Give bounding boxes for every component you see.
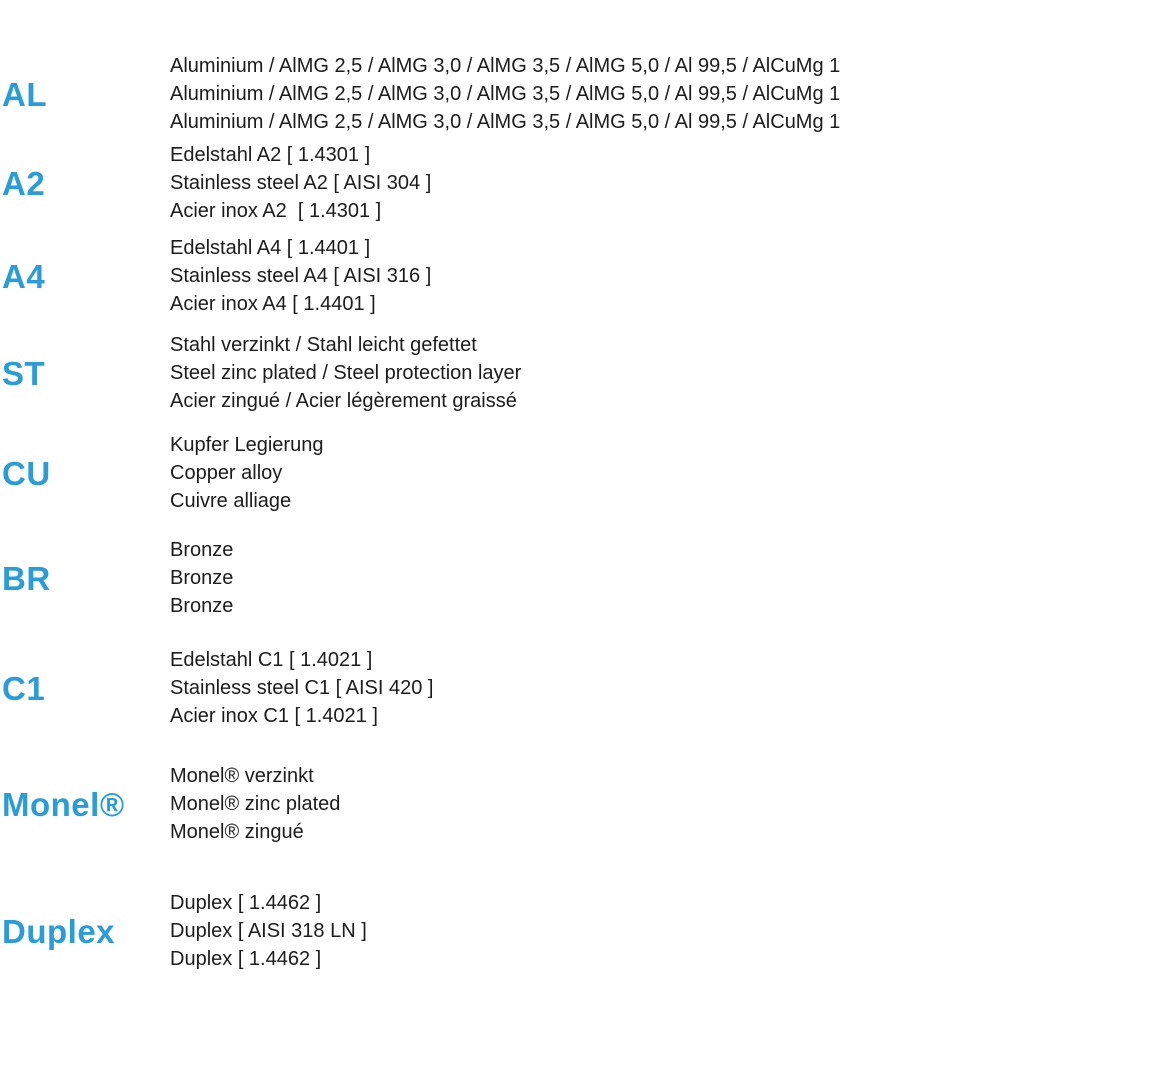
material-descriptions (170, 331, 521, 415)
material-code: ST (2, 354, 46, 392)
material-desc-de: Stahl verzinkt / Stahl leicht gefettet (170, 334, 477, 356)
material-desc-en: Stainless steel C1 [ AISI 420 ] (170, 677, 434, 699)
material-desc-fr: Monel® zingué (170, 821, 304, 843)
material-desc-fr: Acier inox C1 [ 1.4021 ] (170, 705, 378, 727)
material-desc-de: Edelstahl A4 [ 1.4401 ] (170, 237, 371, 259)
material-desc-en: Monel® zinc plated (170, 793, 341, 815)
material-row-a4 (0, 234, 1160, 318)
material-desc-de: Edelstahl C1 [ 1.4021 ] (170, 649, 373, 671)
material-code: CU (2, 454, 51, 492)
material-desc-en: Duplex [ AISI 318 LN ] (170, 920, 367, 942)
material-desc-en: Stainless steel A4 [ AISI 316 ] (170, 265, 432, 287)
material-desc-fr: Cuivre alliage (170, 490, 292, 512)
material-desc-en: Steel zinc plated / Steel protection layer (170, 362, 522, 384)
material-code: Duplex (2, 912, 116, 950)
material-descriptions (170, 431, 323, 515)
material-row-st (0, 331, 1160, 415)
material-row-duplex (0, 889, 1160, 973)
material-desc-de: Bronze (170, 539, 234, 561)
material-desc-fr: Acier zingué / Acier légèrement graissé (170, 390, 517, 412)
material-desc-de: Edelstahl A2 [ 1.4301 ] (170, 144, 371, 166)
material-descriptions (170, 234, 431, 318)
material-code: Monel® (2, 785, 125, 823)
material-descriptions (170, 141, 431, 225)
material-desc-de: Kupfer Legierung (170, 434, 324, 456)
material-row-c1 (0, 646, 1160, 730)
material-row-br (0, 536, 1160, 620)
material-descriptions (170, 889, 367, 973)
material-code: AL (2, 75, 47, 113)
material-desc-en: Copper alloy (170, 462, 283, 484)
material-row-al (0, 52, 1160, 136)
material-descriptions (170, 536, 233, 620)
material-desc-en: Stainless steel A2 [ AISI 304 ] (170, 172, 432, 194)
material-desc-fr: Duplex [ 1.4462 ] (170, 948, 322, 970)
material-row-a2 (0, 141, 1160, 225)
material-desc-en: Bronze (170, 567, 234, 589)
material-code: BR (2, 559, 51, 597)
material-row-monel (0, 762, 1160, 846)
material-code: A4 (2, 257, 46, 295)
material-code: A2 (2, 164, 46, 202)
material-desc-fr: Acier inox A4 [ 1.4401 ] (170, 293, 376, 315)
material-row-cu (0, 431, 1160, 515)
material-desc-fr: Bronze (170, 595, 234, 617)
material-code: C1 (2, 669, 46, 707)
material-descriptions (170, 646, 433, 730)
material-desc-en: Aluminium / AlMG 2,5 / AlMG 3,0 / AlMG 3,5 / AlMG 5,0 / Al 99,5 / AlCuMg 1 (170, 83, 841, 105)
material-desc-fr: Acier inox A2 [ 1.4301 ] (170, 200, 382, 222)
material-descriptions (170, 762, 340, 846)
material-desc-de: Duplex [ 1.4462 ] (170, 892, 322, 914)
material-desc-de: Aluminium / AlMG 2,5 / AlMG 3,0 / AlMG 3,5 / AlMG 5,0 / Al 99,5 / AlCuMg 1 (170, 55, 841, 77)
material-desc-de: Monel® verzinkt (170, 765, 314, 787)
material-descriptions (170, 52, 840, 136)
material-desc-fr: Aluminium / AlMG 2,5 / AlMG 3,0 / AlMG 3,5 / AlMG 5,0 / Al 99,5 / AlCuMg 1 (170, 111, 841, 133)
